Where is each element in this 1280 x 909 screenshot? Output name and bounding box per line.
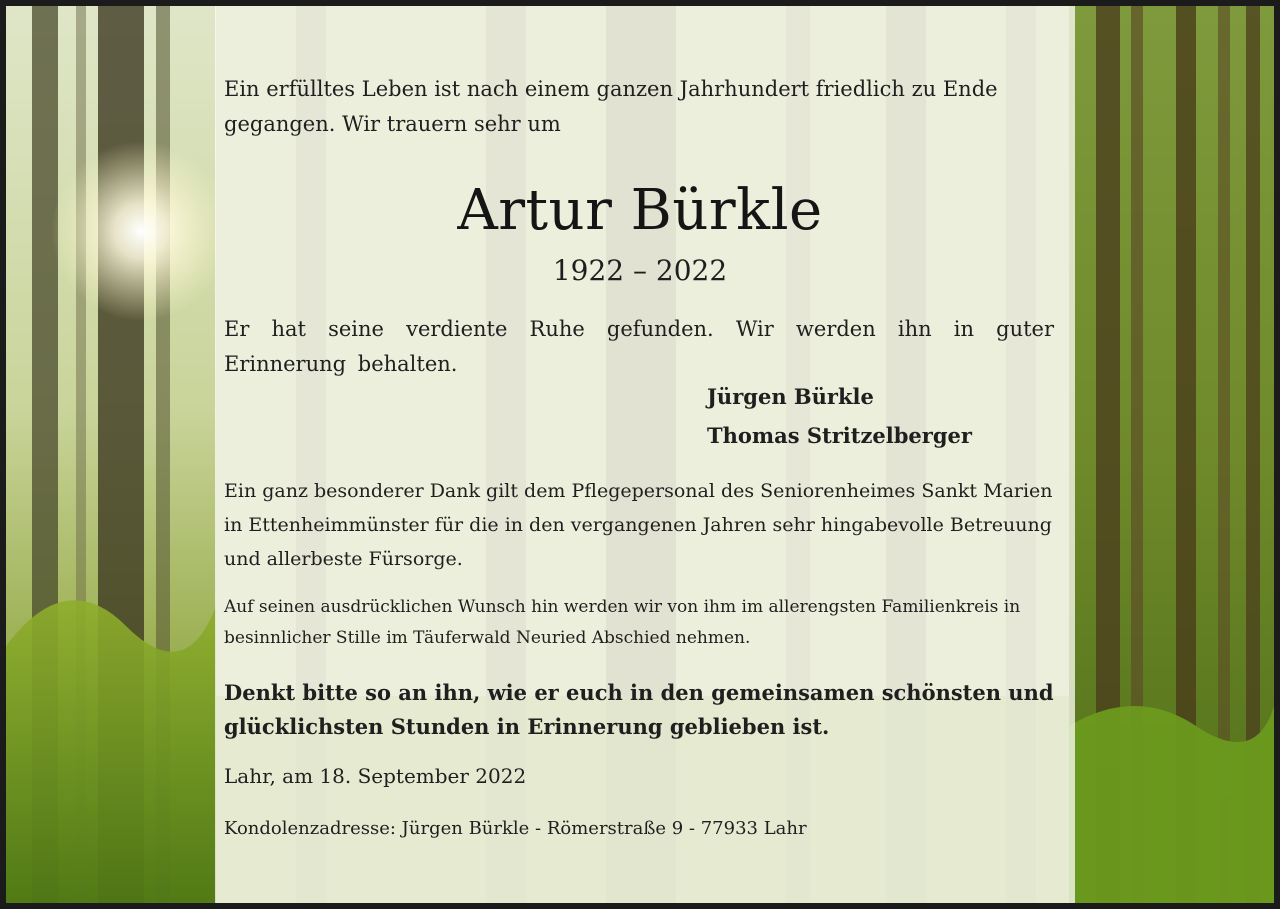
condolence-address: Kondolenzadresse: Jürgen Bürkle - Römerstraße 9 - 77933 Lahr [224,818,807,839]
deceased-name: Artur Bürkle [457,178,823,243]
funeral-wish-text: Auf seinen ausdrücklichen Wunsch hin werden wir von ihm im allerengsten Familienkreis in besinnlicher Stille im Täuferwald Neuried Abschied nehmen. [224,597,1021,648]
rest-text: Er hat seine verdiente Ruhe gefunden. Wir werden ihn in guter Erinnerung behalten. [224,317,1054,376]
signer-name: Jürgen Bürkle [707,384,874,409]
intro-text: Ein erfülltes Leben ist nach einem ganzen Jahrhundert friedlich zu Ende gegangen. Wir trauern sehr um [224,77,998,136]
place-and-date: Lahr, am 18. September 2022 [224,764,527,788]
thanks-text: Ein ganz besonderer Dank gilt dem Pflegepersonal des Seniorenheimes Sankt Marien in Ettenheimmünster für die in den vergangenen Jahren sehr hingabevolle Betreuung und allerbeste Fürsorge. [224,480,1053,570]
signer-name: Thomas Stritzelberger [707,423,972,448]
life-dates: 1922 – 2022 [552,254,728,287]
remembrance-text: Denkt bitte so an ihn, wie er euch in den gemeinsamen schönsten und glücklichsten Stunden in Erinnerung geblieben ist. [224,680,1054,739]
